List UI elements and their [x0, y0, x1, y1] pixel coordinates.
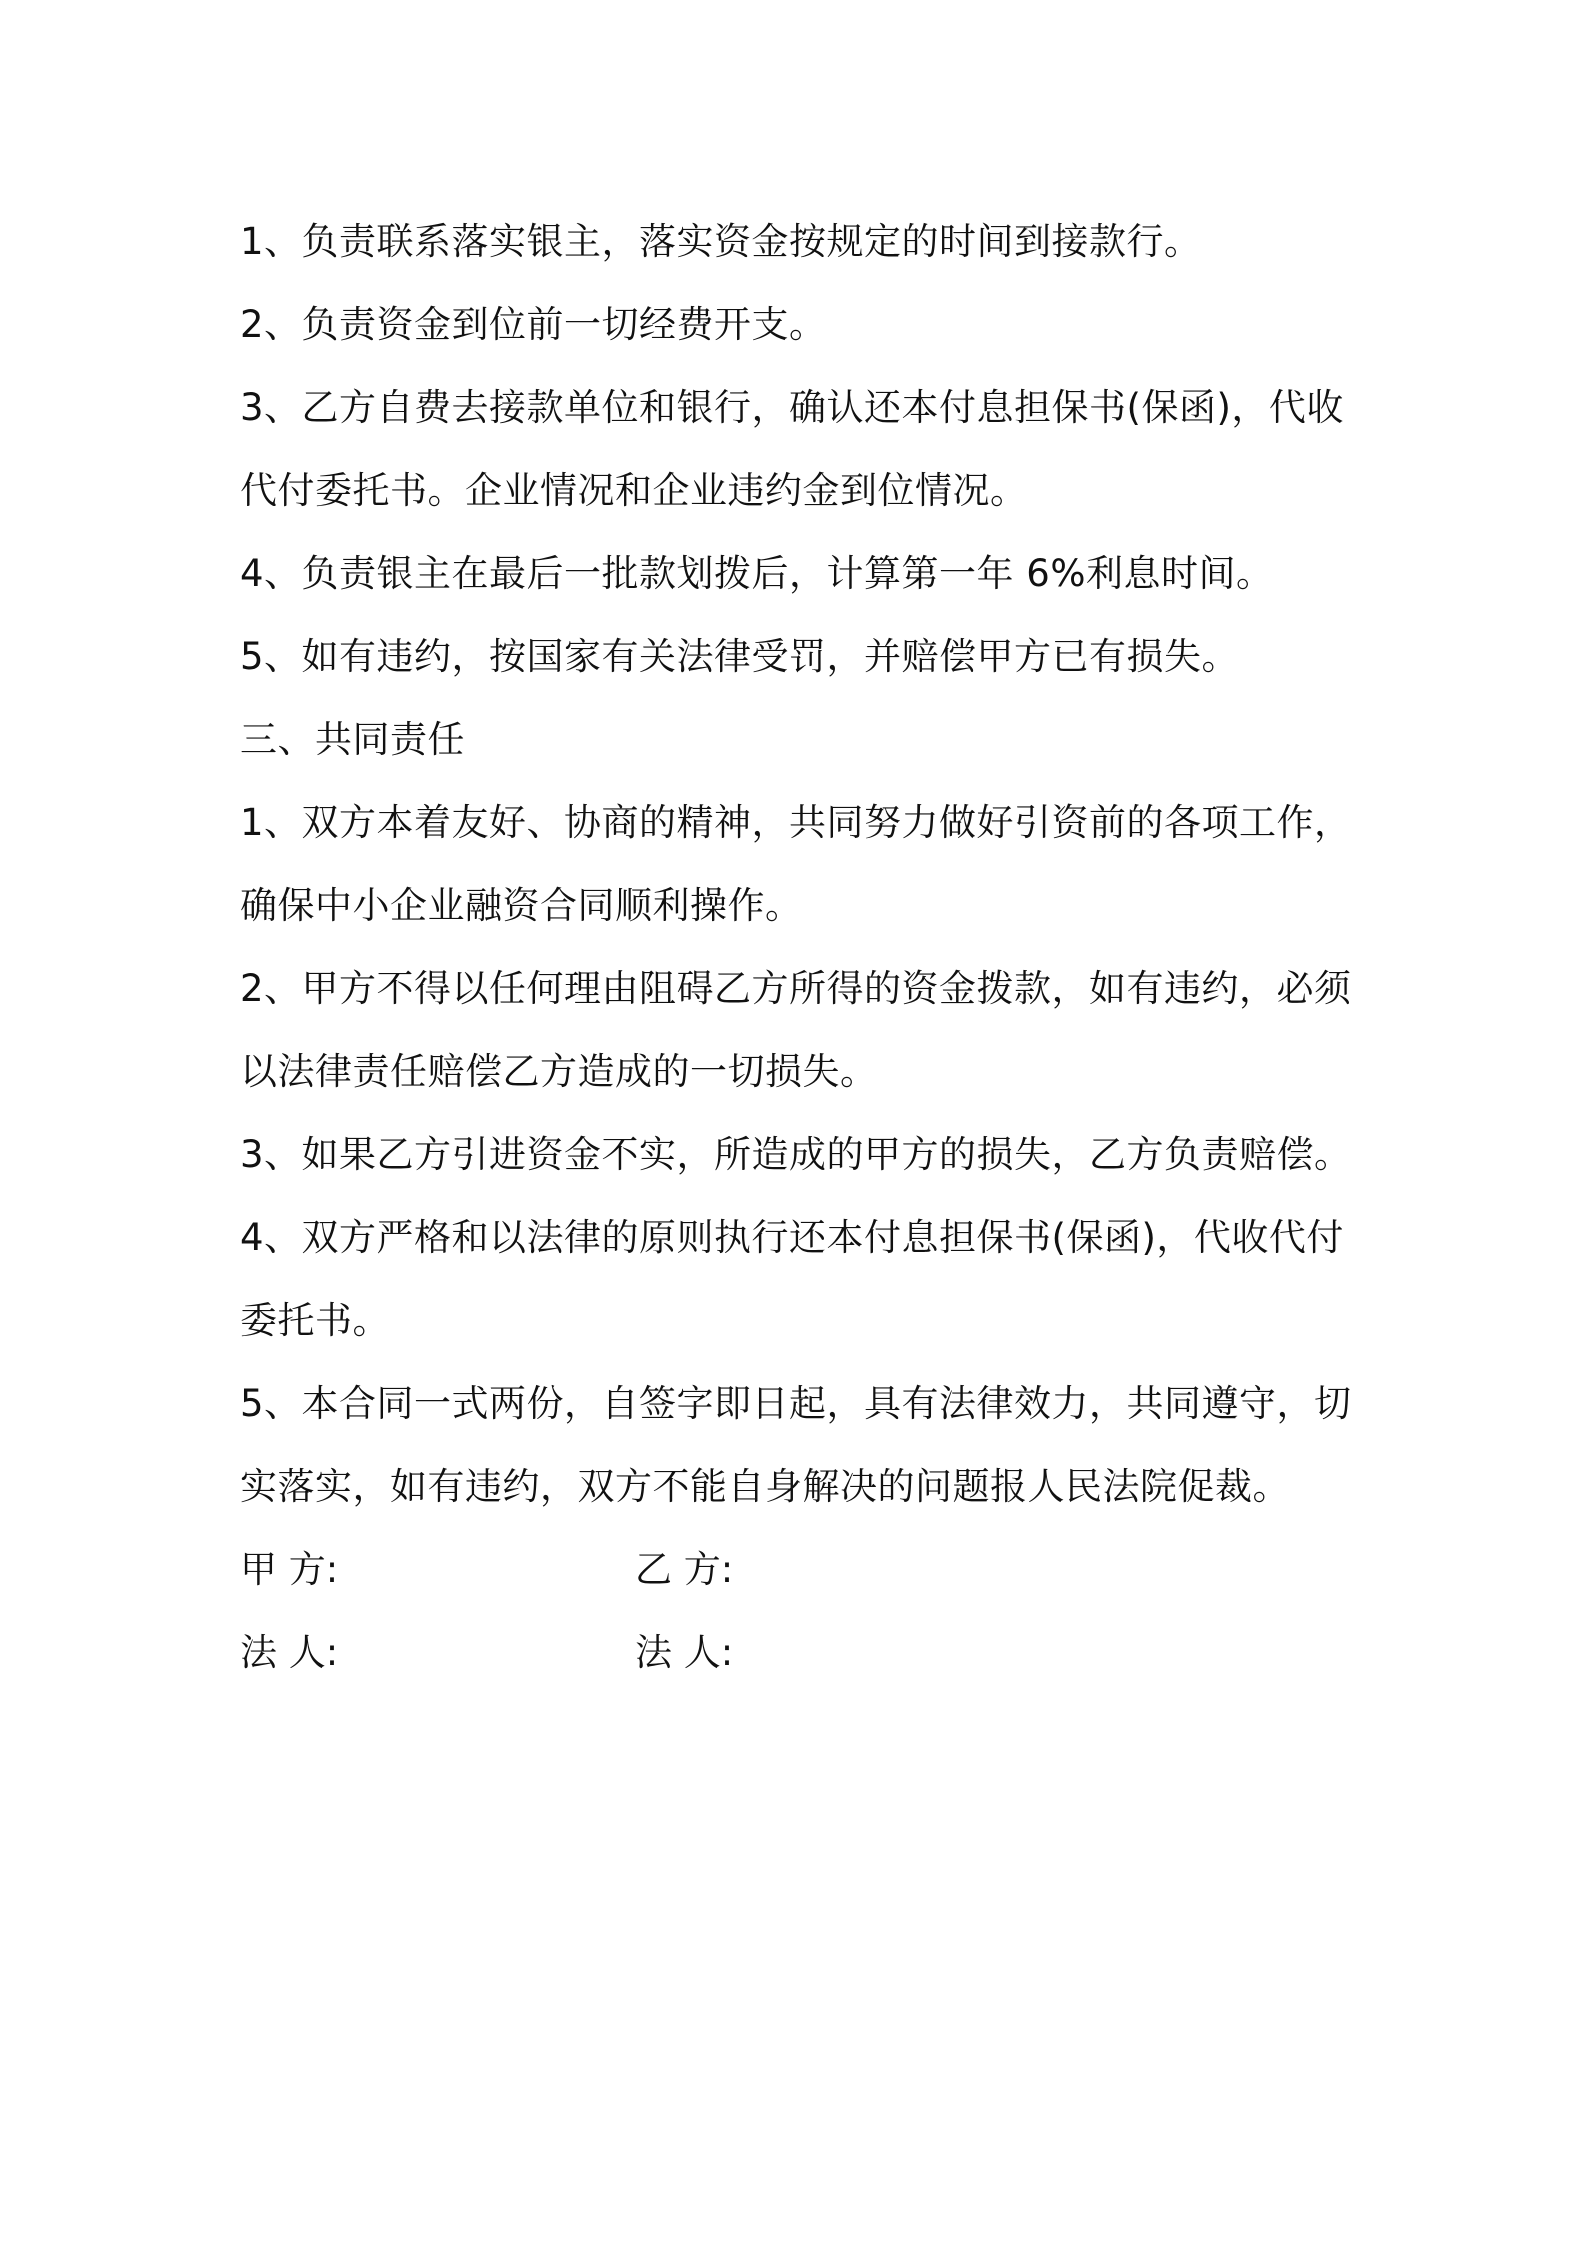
clause-b-3: 3、乙方自费去接款单位和银行，确认还本付息担保书(保函)，代收代付委托书。企业情况和企业违约金到位情况。: [240, 386, 1344, 512]
signature-row-party: [240, 1528, 1360, 1611]
legal-rep-a-label: 法 人:: [240, 1631, 339, 1674]
party-a-label: 甲 方:: [240, 1548, 339, 1591]
party-b-label: 乙 方:: [635, 1548, 734, 1591]
clause-c-3: 3、如果乙方引进资金不实，所造成的甲方的损失，乙方负责赔偿。: [240, 1133, 1352, 1176]
clause-b-4: 4、负责银主在最后一批款划拨后，计算第一年 6%利息时间。: [240, 552, 1274, 595]
signature-row-legal: [240, 1611, 1360, 1694]
clause-b-2: 2、负责资金到位前一切经费开支。: [240, 303, 827, 346]
clause-c-2: 2、甲方不得以任何理由阻碍乙方所得的资金拨款，如有违约，必须以法律责任赔偿乙方造成的一切损失。: [240, 967, 1352, 1093]
section-heading-joint-responsibility: 三、共同责任: [240, 718, 465, 761]
clause-b-1: 1、负责联系落实银主，落实资金按规定的时间到接款行。: [240, 220, 1202, 263]
clause-b-5: 5、如有违约，按国家有关法律受罚，并赔偿甲方已有损失。: [240, 635, 1240, 678]
document-body: [240, 200, 1360, 1694]
clause-c-4: 4、双方严格和以法律的原则执行还本付息担保书(保函)，代收代付委托书。: [240, 1216, 1344, 1342]
clause-c-5: 5、本合同一式两份，自签字即日起，具有法律效力，共同遵守，切实落实，如有违约，双方不能自身解决的问题报人民法院促裁。: [240, 1382, 1352, 1508]
clause-c-1: 1、双方本着友好、协商的精神，共同努力做好引资前的各项工作，确保中小企业融资合同顺利操作。: [240, 801, 1352, 927]
legal-rep-b-label: 法 人:: [635, 1631, 734, 1674]
